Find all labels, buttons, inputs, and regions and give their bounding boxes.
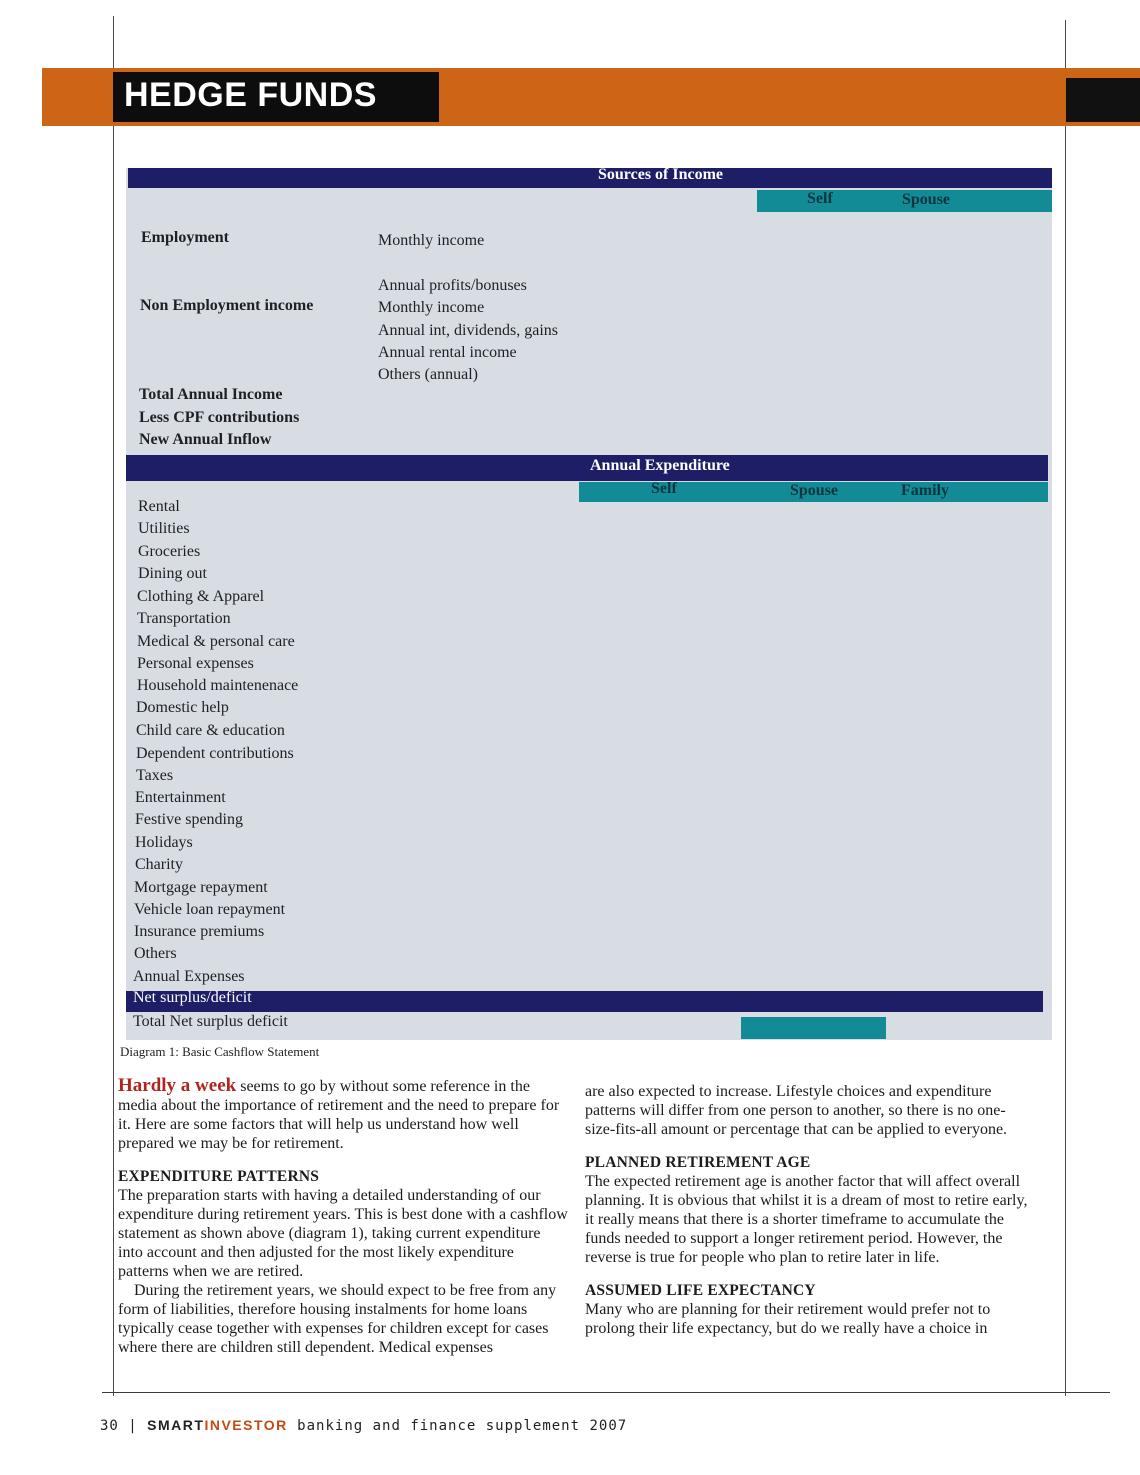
income-item: Annual int, dividends, gains [378,322,558,339]
paragraph: The expected retirement age is another factor that will affect overall planning. It is obvious that whilst it is a dream of most to retire early, it really means that there is a shorter timeframe to accumulate the funds needed to support a longer retirement period. However, the reverse is true for people who plan to retire later in life. [585,1173,1028,1266]
expense-row: Festive spending [135,811,243,828]
footer-supplement: banking and finance supplement 2007 [287,1418,628,1434]
expenditure-col-self: Self [651,480,677,497]
income-category: Employment [141,229,229,246]
left-margin-rule [113,16,114,1396]
expense-row: Groceries [138,543,201,560]
expense-row: Holidays [135,834,193,851]
income-item: Others (annual) [378,366,478,383]
income-column-header [757,190,1052,212]
heading-assumed-life-expectancy: ASSUMED LIFE EXPECTANCY [585,1282,816,1299]
paragraph: During the retirement years, we should expect to be free from any form of liabilities, therefore housing instalments for home loans typically cease together with expenses for children except for cases where there are children still dependent. Medical expenses [118,1282,557,1356]
income-header-title: Sources of Income [598,166,724,183]
expenditure-header-title: Annual Expenditure [590,457,730,474]
income-category: Non Employment income [140,297,314,314]
total-net-label: Total Net surplus deficit [133,1013,288,1030]
expense-row: Medical & personal care [137,633,295,650]
article-left-column [118,1076,568,1357]
expense-row: Clothing & Apparel [137,588,265,605]
income-col-spouse: Spouse [902,191,951,208]
income-total-row: New Annual Inflow [139,431,272,448]
expense-row: Others [134,945,177,962]
bottom-rule [102,1392,1110,1393]
expense-row: Mortgage repayment [134,879,268,896]
expense-row: Domestic help [136,699,229,716]
expense-row: Rental [138,498,180,515]
income-item: Annual profits/bonuses [378,277,527,294]
page-number: 30 | [100,1418,148,1434]
expense-row: Entertainment [135,789,226,806]
intro-text: seems to go by without some reference in the media about the importance of retirement and the need to prepare for it. Here are some factors that will help us understand how well prepared we may be for retirement. [118,1078,560,1152]
section-banner-tab [1066,78,1140,122]
expense-row: Household maintenenace [137,677,299,694]
expense-row: Vehicle loan repayment [134,901,286,918]
page-footer [100,1417,627,1434]
income-item: Annual rental income [378,344,517,361]
total-net-highlight [741,1017,886,1039]
expenditure-header-bar [126,455,1048,481]
income-header-bar [128,168,1052,188]
income-item: Monthly income [378,299,485,316]
heading-expenditure-patterns: EXPENDITURE PATTERNS [118,1168,320,1185]
brand-investor: INVESTOR [204,1417,288,1433]
expense-row: Dependent contributions [136,745,294,762]
expense-row: Utilities [138,520,190,537]
expense-row: Dining out [138,565,207,582]
expense-row: Child care & education [136,722,285,739]
paragraph: are also expected to increase. Lifestyle choices and expenditure patterns will differ from one person to another, so there is no one-size-fits-all amount or percentage that can be applied to everyone. [585,1083,1008,1138]
expense-row: Charity [135,856,183,873]
section-banner-title: HEDGE FUNDS [124,76,377,114]
paragraph: The preparation starts with having a detailed understanding of our expenditure during retirement years. This is best done with a cashflow statement as shown above (diagram 1), taking current expenditure into account and then adjusted for the most likely expenditure patterns when we are retired. [118,1187,568,1280]
right-margin-rule [1065,20,1066,1396]
income-total-row: Less CPF contributions [139,409,300,426]
heading-planned-retirement-age: PLANNED RETIREMENT AGE [585,1154,811,1171]
article-right-column [585,1082,1033,1338]
paragraph: Many who are planning for their retirement would prefer not to prolong their life expectancy, but do we really have a choice in [585,1301,991,1337]
figure-caption: Diagram 1: Basic Cashflow Statement [120,1044,320,1059]
expense-row: Personal expenses [137,655,254,672]
expenditure-col-family: Family [901,482,949,499]
expense-row: Insurance premiums [134,923,265,940]
lead-in: Hardly a week [118,1075,237,1096]
expenditure-column-header [579,482,1048,502]
income-col-self: Self [807,190,833,207]
expense-row: Taxes [136,767,174,784]
expenditure-col-spouse: Spouse [790,482,839,499]
net-surplus-bar [126,991,1043,1012]
expense-row: Annual Expenses [133,968,245,985]
brand-smart: SMART [147,1417,205,1433]
income-item: Monthly income [378,232,485,249]
expense-row: Transportation [137,610,231,627]
net-surplus-label: Net surplus/deficit [133,989,252,1006]
income-total-row: Total Annual Income [139,386,283,403]
